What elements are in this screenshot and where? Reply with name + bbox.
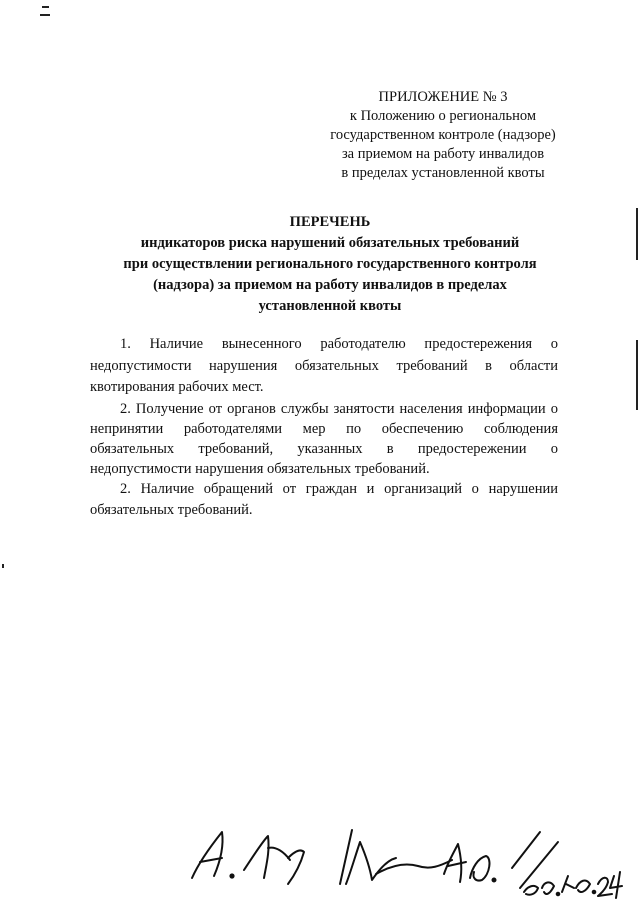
appendix-line: в пределах установленной квоты [341, 165, 545, 181]
scan-mark-top-left-2 [40, 14, 50, 16]
scan-mark-left [2, 564, 4, 568]
title-line: (надзора) за приемом на работу инвалидов в пределах [153, 277, 507, 293]
appendix-line: за приемом на работу инвалидов [341, 146, 545, 162]
title-heading: ПЕРЕЧЕНЬ [289, 214, 371, 230]
appendix-header [318, 88, 568, 183]
scan-mark-right-2 [636, 340, 638, 410]
title-line: при осуществлении регионального государственного контроля [123, 256, 537, 272]
list-item: 2. Получение от органов службы занятости населения информации о непринятии работодателями мер по обеспечению соблюдения обязательных требований, указанных в предостережении о недопустимости нарушения обязательных требований. [90, 400, 558, 477]
scan-mark-top-left [42, 6, 49, 8]
appendix-line: к Положению о региональном [349, 108, 537, 124]
title-line: индикаторов риска нарушений обязательных требований [140, 235, 520, 251]
appendix-line: государственном контроле (надзоре) [330, 127, 556, 143]
appendix-line: ПРИЛОЖЕНИЕ № 3 [378, 89, 508, 105]
list-item: 1. Наличие вынесенного работодателю предостережения о недопустимости нарушения обязательных требований в области квотирования рабочих мест. [90, 336, 558, 395]
title-line: установленной квоты [258, 298, 402, 314]
scan-mark-right-1 [636, 208, 638, 260]
indicator-list [90, 334, 558, 522]
document-title [90, 212, 570, 317]
list-item: 2. Наличие обращений от граждан и организаций о нарушении обязательных требований. [90, 480, 558, 518]
